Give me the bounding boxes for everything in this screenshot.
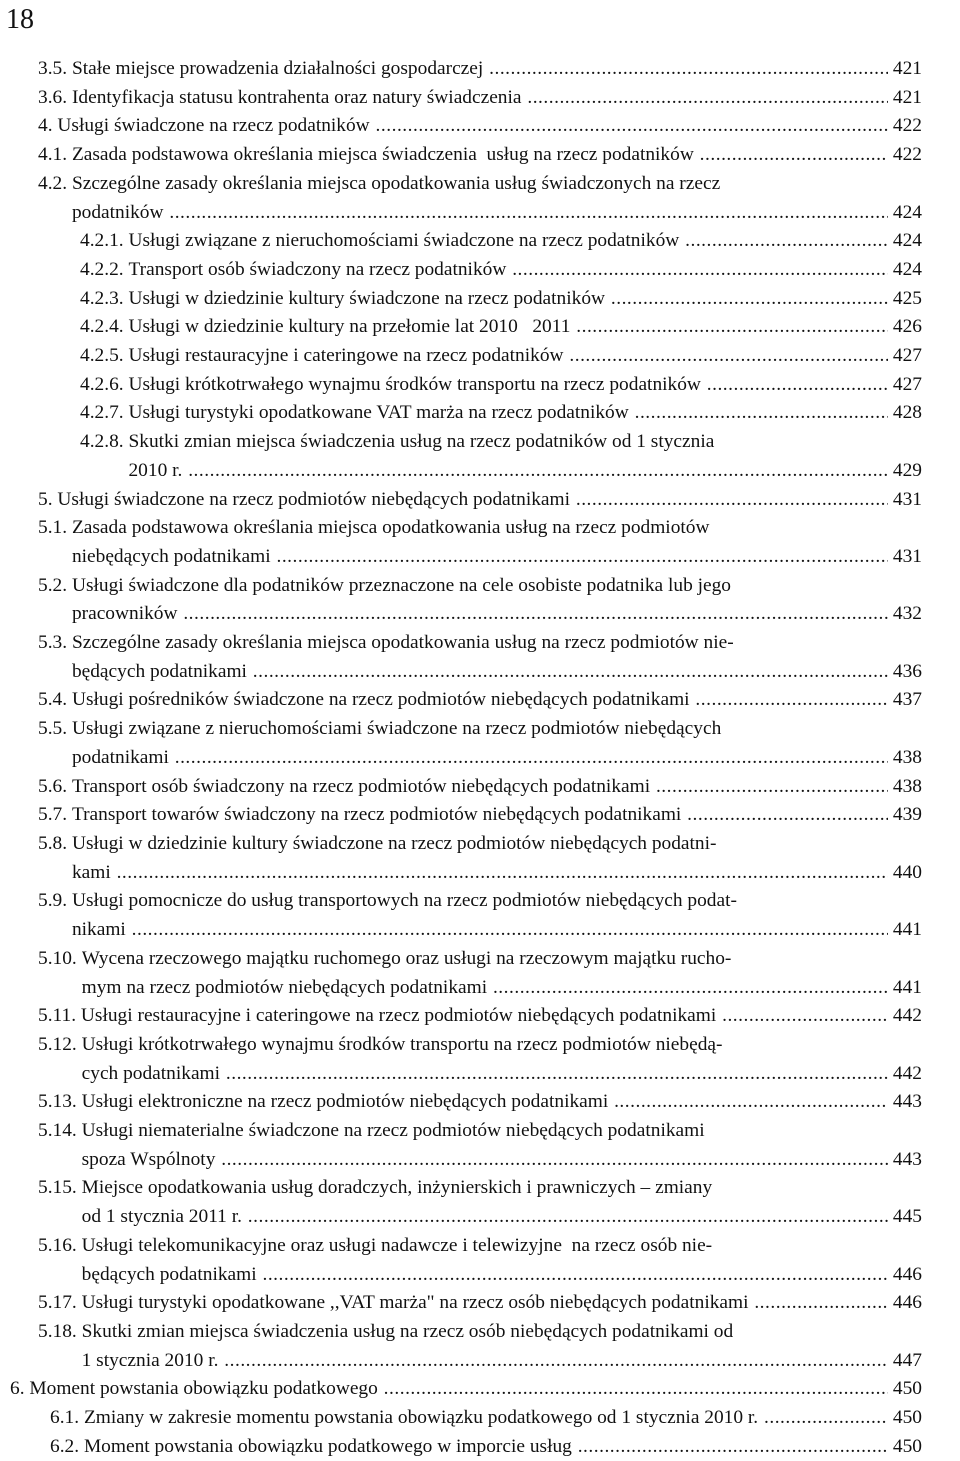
dot-leader <box>634 399 888 428</box>
dot-leader <box>182 600 888 629</box>
toc-entry-title: Moment powstania obowiązku podatkowego w imporcie usług <box>83 1435 577 1457</box>
toc-entry-title: od 1 stycznia 2011 r. <box>81 1206 247 1228</box>
toc-entry-number: 3.6. <box>38 86 72 108</box>
toc-entry-title: 2010 r. <box>128 459 188 481</box>
toc-entry[interactable] <box>0 256 922 285</box>
toc-entry[interactable] <box>0 285 922 314</box>
toc-entry[interactable] <box>0 801 922 830</box>
toc-entry-number: 4. <box>38 115 58 137</box>
toc-entry-number: 5.7. <box>38 804 72 826</box>
toc-page-number: 447 <box>892 1349 922 1371</box>
toc-page-number: 428 <box>892 402 922 424</box>
dot-leader <box>684 227 888 256</box>
toc-page-number: 446 <box>892 1263 922 1285</box>
toc-entry-number: 5.6. <box>38 775 72 797</box>
toc-entry-title: Wycena rzeczowego majątku ruchomego oraz usługi na rzeczowym majątku rucho- <box>81 947 732 969</box>
toc-entry-number: 4.2.4. <box>80 316 129 338</box>
dot-leader <box>686 801 888 830</box>
toc-entry[interactable] <box>0 715 922 772</box>
toc-entry-number: 5.18. <box>38 1320 82 1342</box>
dot-leader <box>699 141 888 170</box>
toc-entry-number: 6.1. <box>50 1407 84 1429</box>
toc-entry-number: 4.2. <box>38 172 72 194</box>
toc-entry[interactable] <box>0 945 922 1002</box>
dot-leader <box>275 543 888 572</box>
dot-leader <box>577 1433 888 1461</box>
toc-entry[interactable] <box>0 514 922 571</box>
toc-page-number: 445 <box>892 1206 922 1228</box>
toc-entry-title: Zmiany w zakresie momentu powstania obowiązku podatkowego od 1 stycznia 2010 r. <box>83 1407 763 1429</box>
toc-entry-title: Skutki zmian miejsca świadczenia usług na rzecz podatników od 1 stycznia <box>128 431 715 453</box>
toc-entry-number: 5.12. <box>38 1033 82 1055</box>
toc-entry[interactable] <box>0 1433 922 1461</box>
toc-page-number: 450 <box>892 1407 922 1429</box>
dot-leader <box>568 342 888 371</box>
toc-entry-title: Szczególne zasady określania miejsca opodatkowania usług na rzecz podmiotów nie- <box>71 632 734 654</box>
toc-entry[interactable] <box>0 141 922 170</box>
toc-entry[interactable] <box>0 55 922 84</box>
toc-page-number: 427 <box>892 373 922 395</box>
toc-entry[interactable] <box>0 399 922 428</box>
toc-entry[interactable] <box>0 686 922 715</box>
toc-page-number: 425 <box>892 287 922 309</box>
toc-entry-title: Transport towarów świadczony na rzecz podmiotów niebędących podatnikami <box>71 804 687 826</box>
toc-entry-title: Moment powstania obowiązku podatkowego <box>29 1378 383 1400</box>
toc-entry[interactable] <box>0 572 922 629</box>
toc-page-number: 440 <box>892 861 922 883</box>
dot-leader <box>694 686 888 715</box>
toc-entry-title: Usługi w dziedzinie kultury na przełomie lat 2010 2011 <box>128 316 576 338</box>
toc-entry[interactable] <box>0 227 922 256</box>
toc-entry-title: podatnikami <box>71 746 174 768</box>
toc-page-number: 437 <box>892 689 922 711</box>
toc-entry-number: 5.14. <box>38 1120 82 1142</box>
dot-leader <box>131 916 888 945</box>
toc-entry-title: Usługi w dziedzinie kultury świadczone na rzecz podatników <box>128 287 610 309</box>
toc-entry-title: będących podatnikami <box>71 660 252 682</box>
toc-entry[interactable] <box>0 1232 922 1289</box>
dot-leader <box>511 256 888 285</box>
toc-entry-title: Usługi pomocnicze do usług transportowych na rzecz podmiotów niebędących podat- <box>71 890 737 912</box>
toc-entry-number: 5.4. <box>38 689 72 711</box>
toc-entry-title: pracowników <box>71 603 183 625</box>
dot-leader <box>613 1088 888 1117</box>
toc-entry-title: Usługi w dziedzinie kultury świadczone na rzecz podmiotów niebędących podatni- <box>71 832 717 854</box>
toc-entry-title: Stałe miejsce prowadzenia działalności gospodarczej <box>71 58 489 79</box>
toc-entry-title: Usługi niematerialne świadczone na rzecz podmiotów niebędących podatnikami <box>81 1120 705 1142</box>
toc-entry-title: Usługi związane z nieruchomościami świadczone na rzecz podatników <box>128 230 685 252</box>
toc-entry-number: 5.9. <box>38 890 72 912</box>
toc-page-number: 436 <box>892 660 922 682</box>
toc-entry-number: 3.5. <box>38 58 72 79</box>
toc-entry[interactable] <box>0 1289 922 1318</box>
dot-leader <box>753 1289 888 1318</box>
toc-entry-title: Usługi elektroniczne na rzecz podmiotów niebędących podatnikami <box>81 1091 614 1113</box>
dot-leader <box>575 313 888 342</box>
dot-leader <box>610 285 888 314</box>
toc-entry-number: 4.2.7. <box>80 402 129 424</box>
toc-page-number: 441 <box>892 919 922 941</box>
toc-entry-number: 5. <box>38 488 58 510</box>
toc-entry[interactable] <box>0 342 922 371</box>
toc-entry-title: spoza Wspólnoty <box>81 1148 221 1170</box>
toc-page-number: 421 <box>892 86 922 108</box>
toc-entry[interactable] <box>0 371 922 400</box>
toc-entry[interactable] <box>0 830 922 887</box>
toc-entry-title: Usługi turystyki opodatkowane VAT marża na rzecz podatników <box>128 402 634 424</box>
toc-entry-title: Usługi krótkotrwałego wynajmu środków transportu na rzecz podatników <box>128 373 706 395</box>
toc-page-number: 429 <box>892 459 922 481</box>
dot-leader <box>721 1002 888 1031</box>
dot-leader <box>168 199 888 228</box>
dot-leader <box>174 744 888 773</box>
toc-page-number: 442 <box>892 1062 922 1084</box>
toc-entry[interactable] <box>0 428 922 485</box>
toc-page-number: 431 <box>892 545 922 567</box>
toc-page-number: 424 <box>892 258 922 280</box>
dot-leader <box>526 84 888 113</box>
toc-page-number: 438 <box>892 746 922 768</box>
toc-entry-title: kami <box>71 861 116 883</box>
toc-entry[interactable] <box>0 1174 922 1231</box>
toc-entry-number: 5.17. <box>38 1292 82 1314</box>
toc-entry-title: Usługi związane z nieruchomościami świadczone na rzecz podmiotów niebędących <box>71 718 722 740</box>
toc-entry-number: 5.5. <box>38 718 72 740</box>
toc-entry-title: Transport osób świadczony na rzecz podmiotów niebędących podatnikami <box>71 775 655 797</box>
toc-entry-title: będących podatnikami <box>81 1263 262 1285</box>
dot-leader <box>488 55 888 84</box>
toc-entry-title: Transport osób świadczony na rzecz podatników <box>128 258 512 280</box>
toc-entry[interactable] <box>0 1002 922 1031</box>
dot-leader <box>116 859 888 888</box>
toc-page-number: 450 <box>892 1435 922 1457</box>
toc-entry-title: podatników <box>71 201 169 223</box>
toc-entry-title: nikami <box>71 919 131 941</box>
toc-entry-title: niebędących podatnikami <box>71 545 276 567</box>
toc-entry-number: 5.2. <box>38 574 72 596</box>
toc-entry-number: 5.3. <box>38 632 72 654</box>
toc-page-number: 422 <box>892 115 922 137</box>
toc-entry-title: cych podatnikami <box>81 1062 225 1084</box>
dot-leader <box>655 773 888 802</box>
dot-leader <box>575 486 888 515</box>
toc-entry[interactable] <box>0 629 922 686</box>
toc-page-number: 439 <box>892 804 922 826</box>
toc-entry-number: 4.2.1. <box>80 230 129 252</box>
toc-entry-title: Usługi restauracyjne i cateringowe na rzecz podatników <box>128 345 569 367</box>
toc-page-number: 438 <box>892 775 922 797</box>
toc-page-number: 424 <box>892 230 922 252</box>
toc-entry[interactable] <box>0 1117 922 1174</box>
table-of-contents <box>0 55 960 1461</box>
toc-entry[interactable] <box>0 1088 922 1117</box>
toc-page-number: 421 <box>892 58 922 79</box>
toc-page-number: 441 <box>892 976 922 998</box>
toc-entry[interactable] <box>0 112 922 141</box>
page-number: 18 <box>6 4 34 35</box>
toc-entry[interactable] <box>0 887 922 944</box>
toc-entry[interactable] <box>0 1375 922 1404</box>
toc-entry[interactable] <box>0 1318 922 1375</box>
toc-entry[interactable] <box>0 313 922 342</box>
toc-entry-number: 5.16. <box>38 1234 82 1256</box>
toc-page-number: 450 <box>892 1378 922 1400</box>
toc-entry-number: 4.2.8. <box>80 431 129 453</box>
toc-entry-number: 4.2.2. <box>80 258 129 280</box>
toc-page-number: 427 <box>892 345 922 367</box>
toc-entry[interactable] <box>0 84 922 113</box>
toc-entry-title: Usługi świadczone na rzecz podmiotów niebędących podatnikami <box>57 488 575 510</box>
toc-entry-number: 4.2.3. <box>80 287 129 309</box>
toc-entry[interactable] <box>0 773 922 802</box>
toc-page-number: 443 <box>892 1091 922 1113</box>
toc-entry-number: 6. <box>10 1378 30 1400</box>
toc-entry[interactable] <box>0 170 922 227</box>
toc-entry-title: Usługi turystyki opodatkowane ,,VAT marża" na rzecz osób niebędących podatnikami <box>81 1292 754 1314</box>
toc-entry-title: mym na rzecz podmiotów niebędących podatnikami <box>81 976 492 998</box>
toc-entry[interactable] <box>0 1031 922 1088</box>
toc-entry[interactable] <box>0 486 922 515</box>
toc-entry-title: Usługi restauracyjne i cateringowe na rzecz podmiotów niebędących podatnikami <box>80 1005 722 1027</box>
toc-entry-title: Miejsce opodatkowania usług doradczych, inżynierskich i prawniczych – zmiany <box>81 1177 713 1199</box>
dot-leader <box>763 1404 888 1433</box>
dot-leader <box>375 112 888 141</box>
toc-entry-number: 5.1. <box>38 517 72 539</box>
toc-entry[interactable] <box>0 1404 922 1433</box>
dot-leader <box>252 658 888 687</box>
toc-entry-number: 5.11. <box>38 1005 81 1027</box>
toc-entry-title: 1 stycznia 2010 r. <box>81 1349 224 1371</box>
toc-entry-number: 5.13. <box>38 1091 82 1113</box>
toc-page-number: 424 <box>892 201 922 223</box>
dot-leader <box>247 1203 888 1232</box>
toc-entry-title: Zasada podstawowa określania miejsca opodatkowania usług na rzecz podmiotów <box>71 517 710 539</box>
toc-page-number: 426 <box>892 316 922 338</box>
toc-entry-number: 4.1. <box>38 144 72 166</box>
dot-leader <box>383 1375 888 1404</box>
toc-entry-number: 4.2.5. <box>80 345 129 367</box>
toc-entry-title: Usługi pośredników świadczone na rzecz podmiotów niebędących podatnikami <box>71 689 695 711</box>
toc-page-number: 442 <box>892 1005 922 1027</box>
toc-entry-title: Usługi świadczone na rzecz podatników <box>57 115 375 137</box>
dot-leader <box>223 1347 888 1376</box>
toc-page-number: 422 <box>892 144 922 166</box>
toc-entry-title: Identyfikacja statusu kontrahenta oraz natury świadczenia <box>71 86 527 108</box>
toc-entry-number: 5.8. <box>38 832 72 854</box>
toc-entry-number: 4.2.6. <box>80 373 129 395</box>
toc-entry-title: Skutki zmian miejsca świadczenia usług na rzecz osób niebędących podatnikami od <box>81 1320 734 1342</box>
dot-leader <box>261 1261 888 1290</box>
toc-entry-title: Usługi świadczone dla podatników przeznaczone na cele osobiste podatnika lub jego <box>71 574 732 596</box>
toc-entry-title: Usługi krótkotrwałego wynajmu środków transportu na rzecz podmiotów niebędą- <box>81 1033 723 1055</box>
dot-leader <box>706 371 888 400</box>
toc-page-number: 446 <box>892 1292 922 1314</box>
toc-entry-title: Zasada podstawowa określania miejsca świadczenia usług na rzecz podatników <box>71 144 699 166</box>
toc-entry-number: 5.10. <box>38 947 82 969</box>
toc-page-number: 443 <box>892 1148 922 1170</box>
dot-leader <box>220 1146 888 1175</box>
toc-entry-number: 5.15. <box>38 1177 82 1199</box>
dot-leader <box>492 974 888 1003</box>
toc-entry-title: Szczególne zasady określania miejsca opodatkowania usług świadczonych na rzecz <box>71 172 721 194</box>
dot-leader <box>187 457 888 486</box>
dot-leader <box>225 1060 888 1089</box>
toc-entry-number: 6.2. <box>50 1435 84 1457</box>
toc-page-number: 431 <box>892 488 922 510</box>
toc-entry-title: Usługi telekomunikacyjne oraz usługi nadawcze i telewizyjne na rzecz osób nie- <box>81 1234 713 1256</box>
toc-page-number: 432 <box>892 603 922 625</box>
